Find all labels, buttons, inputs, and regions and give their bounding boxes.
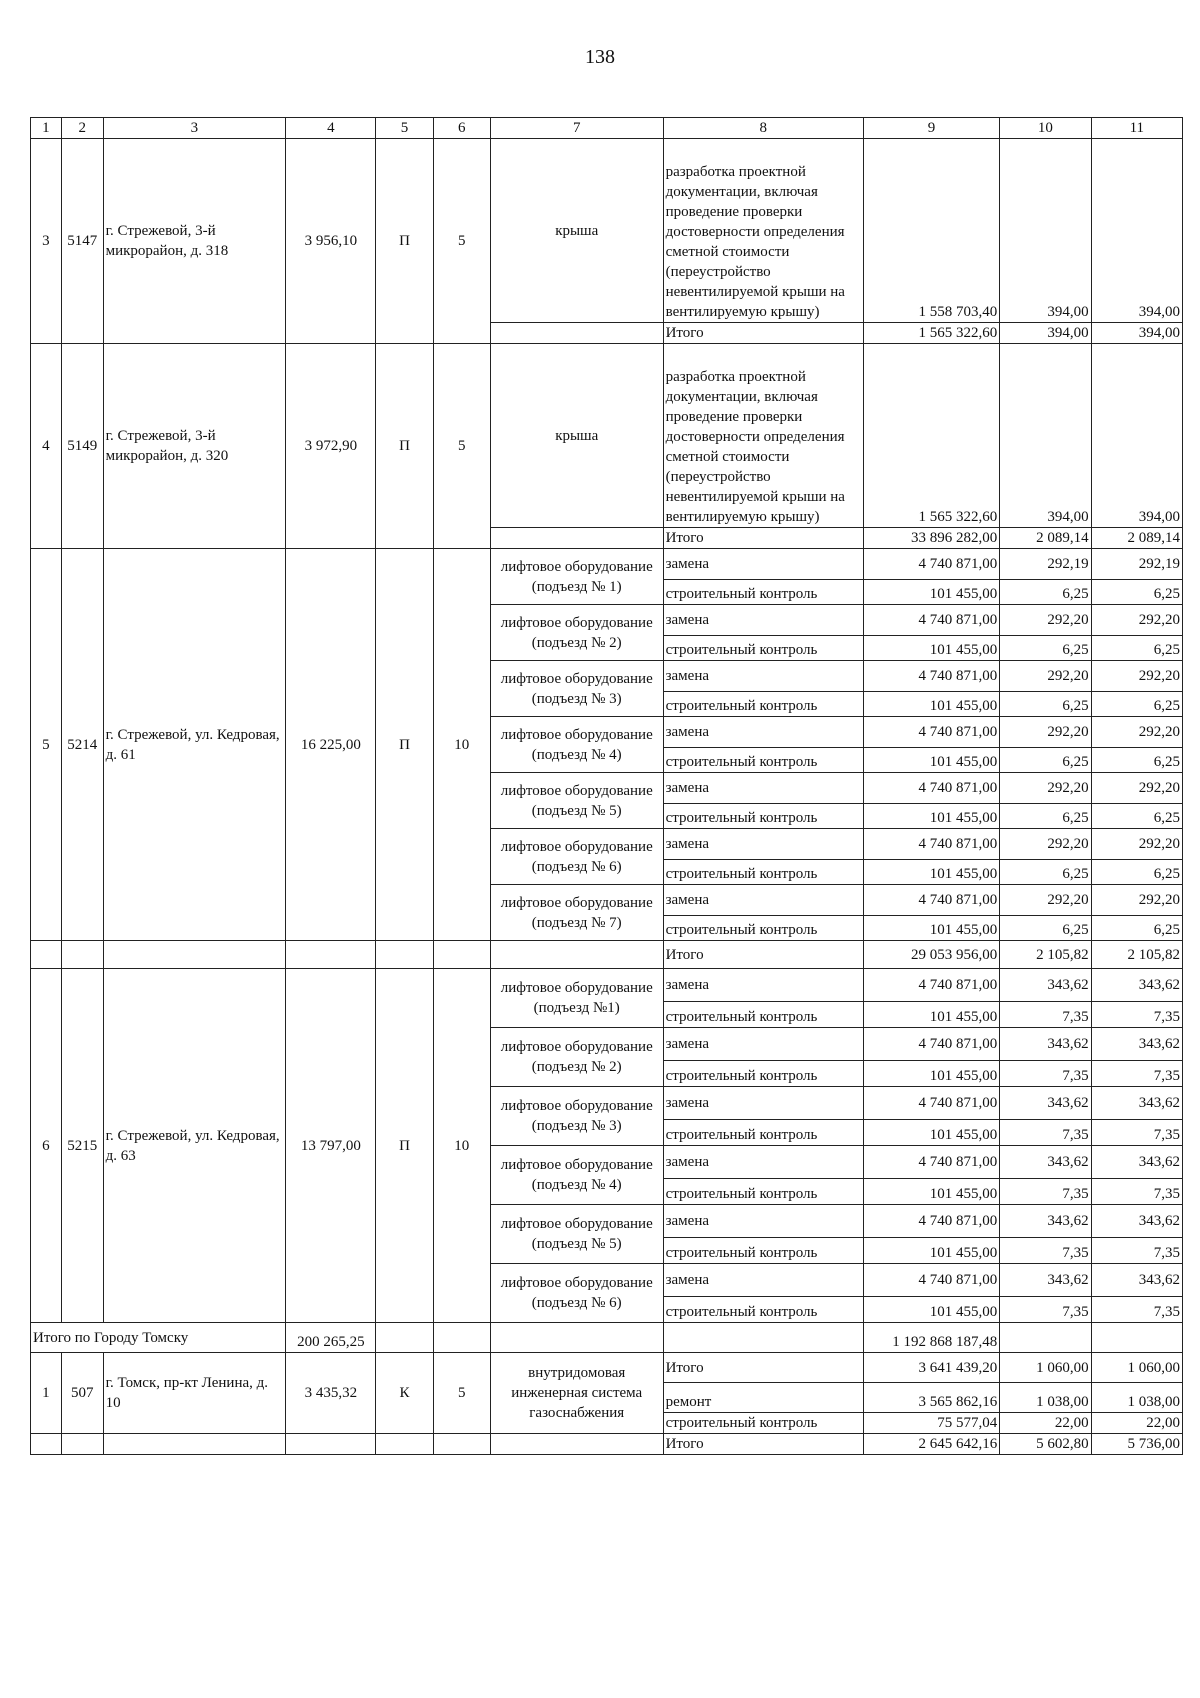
header-cell: 7 [490,118,663,139]
work-type: замена [663,969,863,1002]
row-number: 6 [31,969,62,1323]
cost-per-m2: 292,19 [1000,549,1091,580]
cost-per-m2: 343,62 [1000,1087,1091,1120]
limit-per-m2: 343,62 [1091,969,1182,1002]
cost-per-m2: 7,35 [1000,1179,1091,1205]
table-cell [433,1323,490,1353]
cost: 3 565 862,16 [863,1383,999,1413]
cost: 4 740 871,00 [863,717,999,748]
work-type: строительный контроль [663,804,863,829]
work-type: замена [663,773,863,804]
header-cell: 2 [61,118,103,139]
total-row [31,941,1183,969]
area: 13 797,00 [286,969,376,1323]
house-type: П [376,969,433,1323]
element: лифтовое оборудование (подъезд № 2) [490,605,663,661]
limit-per-m2: 292,20 [1091,661,1182,692]
element: крыша [490,139,663,323]
cost: 4 740 871,00 [863,1146,999,1179]
total-limit-per-m2: 2 089,14 [1091,528,1182,549]
work-type: ремонт [663,1383,863,1413]
header-cell: 4 [286,118,376,139]
work-type: строительный контроль [663,860,863,885]
cost: 4 740 871,00 [863,661,999,692]
limit-per-m2: 7,35 [1091,1238,1182,1264]
header-cell: 6 [433,118,490,139]
cost: 101 455,00 [863,1179,999,1205]
element: лифтовое оборудование (подъезд № 3) [490,1087,663,1146]
element: лифтовое оборудование (подъезд № 2) [490,1028,663,1087]
cost: 101 455,00 [863,636,999,661]
element: внутридомовая инженерная система газоснабжения [490,1353,663,1434]
cost: 101 455,00 [863,1061,999,1087]
work-type: замена [663,1264,863,1297]
total-label: Итого [663,1353,863,1383]
table-cell [31,941,62,969]
total-cost: 1 565 322,60 [863,323,999,344]
limit-per-m2: 343,62 [1091,1087,1182,1120]
limit-per-m2: 6,25 [1091,636,1182,661]
table-cell [490,1323,663,1353]
total-label: Итого [663,528,863,549]
work-type: строительный контроль [663,1297,863,1323]
cost-per-m2: 292,20 [1000,885,1091,916]
house-type: К [376,1353,433,1434]
table-cell [376,1434,433,1455]
limit-per-m2: 292,20 [1091,829,1182,860]
work-type: строительный контроль [663,1120,863,1146]
work-type: строительный контроль [663,692,863,717]
limit-per-m2: 7,35 [1091,1297,1182,1323]
total-cost: 29 053 956,00 [863,941,999,969]
cost-per-m2: 292,20 [1000,661,1091,692]
header-cell: 1 [31,118,62,139]
address: г. Стрежевой, ул. Кедровая, д. 61 [103,549,286,941]
table-cell [376,1323,433,1353]
address: г. Стрежевой, 3-й микрорайон, д. 318 [103,139,286,344]
table-cell [61,941,103,969]
cost-per-m2: 6,25 [1000,916,1091,941]
work-type: строительный контроль [663,1179,863,1205]
header-cell: 5 [376,118,433,139]
cost-per-m2: 394,00 [1000,344,1091,528]
address: г. Стрежевой, 3-й микрорайон, д. 320 [103,344,286,549]
cost: 1 558 703,40 [863,139,999,323]
cost: 75 577,04 [863,1413,999,1434]
work-type: замена [663,1028,863,1061]
house-type: П [376,344,433,549]
house-type: П [376,549,433,941]
element: лифтовое оборудование (подъезд №1) [490,969,663,1028]
row-number: 3 [31,139,62,344]
cost-per-m2: 343,62 [1000,1146,1091,1179]
cost: 101 455,00 [863,748,999,773]
table-cell [376,941,433,969]
cost-per-m2: 22,00 [1000,1413,1091,1434]
element: лифтовое оборудование (подъезд № 3) [490,661,663,717]
limit-per-m2: 6,25 [1091,748,1182,773]
total-row [31,1434,1183,1455]
table-cell [1091,1323,1182,1353]
cost: 4 740 871,00 [863,969,999,1002]
house-id: 5214 [61,549,103,941]
table-cell [490,528,663,549]
limit-per-m2: 343,62 [1091,1028,1182,1061]
floors: 5 [433,344,490,549]
element: крыша [490,344,663,528]
cost: 4 740 871,00 [863,1264,999,1297]
table-row [31,549,1183,580]
limit-per-m2: 343,62 [1091,1264,1182,1297]
total-cost: 33 896 282,00 [863,528,999,549]
repair-program-table [30,117,1183,1455]
total-label: Итого [663,1434,863,1455]
element: лифтовое оборудование (подъезд № 4) [490,1146,663,1205]
limit-per-m2: 6,25 [1091,692,1182,717]
house-type: П [376,139,433,344]
cost-per-m2: 394,00 [1000,139,1091,323]
cost-per-m2: 6,25 [1000,860,1091,885]
cost-per-m2: 292,20 [1000,773,1091,804]
limit-per-m2: 6,25 [1091,580,1182,605]
cost: 1 565 322,60 [863,344,999,528]
table-cell [433,1434,490,1455]
total-label: Итого [663,323,863,344]
cost: 101 455,00 [863,860,999,885]
work-type: замена [663,829,863,860]
limit-per-m2: 7,35 [1091,1120,1182,1146]
row-number: 5 [31,549,62,941]
header-cell: 10 [1000,118,1091,139]
work-type: строительный контроль [663,636,863,661]
city-total-cost: 1 192 868 187,48 [863,1323,999,1353]
house-id: 5147 [61,139,103,344]
cost-per-m2: 292,20 [1000,605,1091,636]
work-type: строительный контроль [663,1413,863,1434]
cost-per-m2: 7,35 [1000,1120,1091,1146]
cost-per-m2: 7,35 [1000,1061,1091,1087]
header-cell: 8 [663,118,863,139]
work-type: строительный контроль [663,916,863,941]
cost: 4 740 871,00 [863,829,999,860]
table-cell [663,1323,863,1353]
cost: 4 740 871,00 [863,549,999,580]
cost-per-m2: 6,25 [1000,636,1091,661]
work-type: строительный контроль [663,1002,863,1028]
element: лифтовое оборудование (подъезд № 6) [490,829,663,885]
table-row [31,969,1183,1002]
element: лифтовое оборудование (подъезд № 5) [490,1205,663,1264]
cost-per-m2: 343,62 [1000,1205,1091,1238]
table-cell [286,941,376,969]
cost: 101 455,00 [863,1238,999,1264]
house-id: 507 [61,1353,103,1434]
cost: 101 455,00 [863,1002,999,1028]
city-total-row [31,1323,1183,1353]
cost-per-m2: 6,25 [1000,748,1091,773]
house-id: 5149 [61,344,103,549]
limit-per-m2: 343,62 [1091,1146,1182,1179]
table-cell [103,1434,286,1455]
work-type: строительный контроль [663,1061,863,1087]
work-type: строительный контроль [663,748,863,773]
table-row [31,139,1183,323]
floors: 5 [433,139,490,344]
cost: 4 740 871,00 [863,773,999,804]
element: лифтовое оборудование (подъезд № 1) [490,549,663,605]
limit-per-m2: 7,35 [1091,1061,1182,1087]
cost: 101 455,00 [863,580,999,605]
work-type: разработка проектной документации, включая проведение проверки достоверности определения сметной стоимости (переустройство невентилируемой крыши на вентилируемую крышу) [663,344,863,528]
cost: 4 740 871,00 [863,885,999,916]
limit-per-m2: 6,25 [1091,860,1182,885]
element: лифтовое оборудование (подъезд № 4) [490,717,663,773]
city-total-area: 200 265,25 [286,1323,376,1353]
table-cell [490,1434,663,1455]
work-type: замена [663,1146,863,1179]
element: лифтовое оборудование (подъезд № 7) [490,885,663,941]
cost: 4 740 871,00 [863,605,999,636]
limit-per-m2: 7,35 [1091,1179,1182,1205]
work-type: разработка проектной документации, включая проведение проверки достоверности определения сметной стоимости (переустройство невентилируемой крыши на вентилируемую крышу) [663,139,863,323]
cost: 101 455,00 [863,692,999,717]
limit-per-m2: 1 038,00 [1091,1383,1182,1413]
cost-per-m2: 6,25 [1000,692,1091,717]
table-cell [103,941,286,969]
cost-per-m2: 7,35 [1000,1297,1091,1323]
table-cell [433,941,490,969]
house-id: 5215 [61,969,103,1323]
limit-per-m2: 343,62 [1091,1205,1182,1238]
total-limit-per-m2: 2 105,82 [1091,941,1182,969]
cost-per-m2: 343,62 [1000,1028,1091,1061]
header-row [31,118,1183,139]
total-cost-per-m2: 1 060,00 [1000,1353,1091,1383]
work-type: строительный контроль [663,580,863,605]
area: 3 972,90 [286,344,376,549]
limit-per-m2: 394,00 [1091,344,1182,528]
cost-per-m2: 292,20 [1000,829,1091,860]
cost: 4 740 871,00 [863,1087,999,1120]
floors: 10 [433,969,490,1323]
total-cost: 2 645 642,16 [863,1434,999,1455]
city-total-label: Итого по Городу Томску [31,1323,286,1353]
header-cell: 3 [103,118,286,139]
cost-per-m2: 7,35 [1000,1238,1091,1264]
total-label: Итого [663,941,863,969]
table-cell [31,1434,62,1455]
cost: 101 455,00 [863,1297,999,1323]
table-row [31,344,1183,528]
work-type: замена [663,885,863,916]
cost-per-m2: 1 038,00 [1000,1383,1091,1413]
limit-per-m2: 6,25 [1091,916,1182,941]
limit-per-m2: 292,19 [1091,549,1182,580]
cost-per-m2: 6,25 [1000,580,1091,605]
cost: 4 740 871,00 [863,1205,999,1238]
total-cost-per-m2: 2 089,14 [1000,528,1091,549]
element: лифтовое оборудование (подъезд № 5) [490,773,663,829]
address: г. Томск, пр-кт Ленина, д. 10 [103,1353,286,1434]
address: г. Стрежевой, ул. Кедровая, д. 63 [103,969,286,1323]
page-number: 138 [585,46,615,68]
cost-per-m2: 343,62 [1000,1264,1091,1297]
cost: 101 455,00 [863,1120,999,1146]
table-row [31,1353,1183,1383]
cost: 101 455,00 [863,916,999,941]
cost-per-m2: 343,62 [1000,969,1091,1002]
floors: 5 [433,1353,490,1434]
area: 3 435,32 [286,1353,376,1434]
table-cell [1000,1323,1091,1353]
limit-per-m2: 292,20 [1091,773,1182,804]
element: лифтовое оборудование (подъезд № 6) [490,1264,663,1323]
cost: 101 455,00 [863,804,999,829]
table-cell [286,1434,376,1455]
cost-per-m2: 292,20 [1000,717,1091,748]
limit-per-m2: 6,25 [1091,804,1182,829]
header-cell: 11 [1091,118,1182,139]
work-type: строительный контроль [663,1238,863,1264]
work-type: замена [663,605,863,636]
row-number: 1 [31,1353,62,1434]
floors: 10 [433,549,490,941]
total-limit-per-m2: 5 736,00 [1091,1434,1182,1455]
limit-per-m2: 394,00 [1091,139,1182,323]
table-cell [490,323,663,344]
limit-per-m2: 7,35 [1091,1002,1182,1028]
work-type: замена [663,661,863,692]
total-limit-per-m2: 1 060,00 [1091,1353,1182,1383]
limit-per-m2: 292,20 [1091,717,1182,748]
cost-per-m2: 7,35 [1000,1002,1091,1028]
limit-per-m2: 292,20 [1091,885,1182,916]
area: 3 956,10 [286,139,376,344]
row-number: 4 [31,344,62,549]
table-cell [490,941,663,969]
total-cost: 3 641 439,20 [863,1353,999,1383]
total-cost-per-m2: 2 105,82 [1000,941,1091,969]
table-cell [61,1434,103,1455]
work-type: замена [663,549,863,580]
total-cost-per-m2: 5 602,80 [1000,1434,1091,1455]
cost-per-m2: 6,25 [1000,804,1091,829]
limit-per-m2: 292,20 [1091,605,1182,636]
header-cell: 9 [863,118,999,139]
limit-per-m2: 22,00 [1091,1413,1182,1434]
total-limit-per-m2: 394,00 [1091,323,1182,344]
work-type: замена [663,1205,863,1238]
cost: 4 740 871,00 [863,1028,999,1061]
area: 16 225,00 [286,549,376,941]
work-type: замена [663,1087,863,1120]
work-type: замена [663,717,863,748]
total-cost-per-m2: 394,00 [1000,323,1091,344]
